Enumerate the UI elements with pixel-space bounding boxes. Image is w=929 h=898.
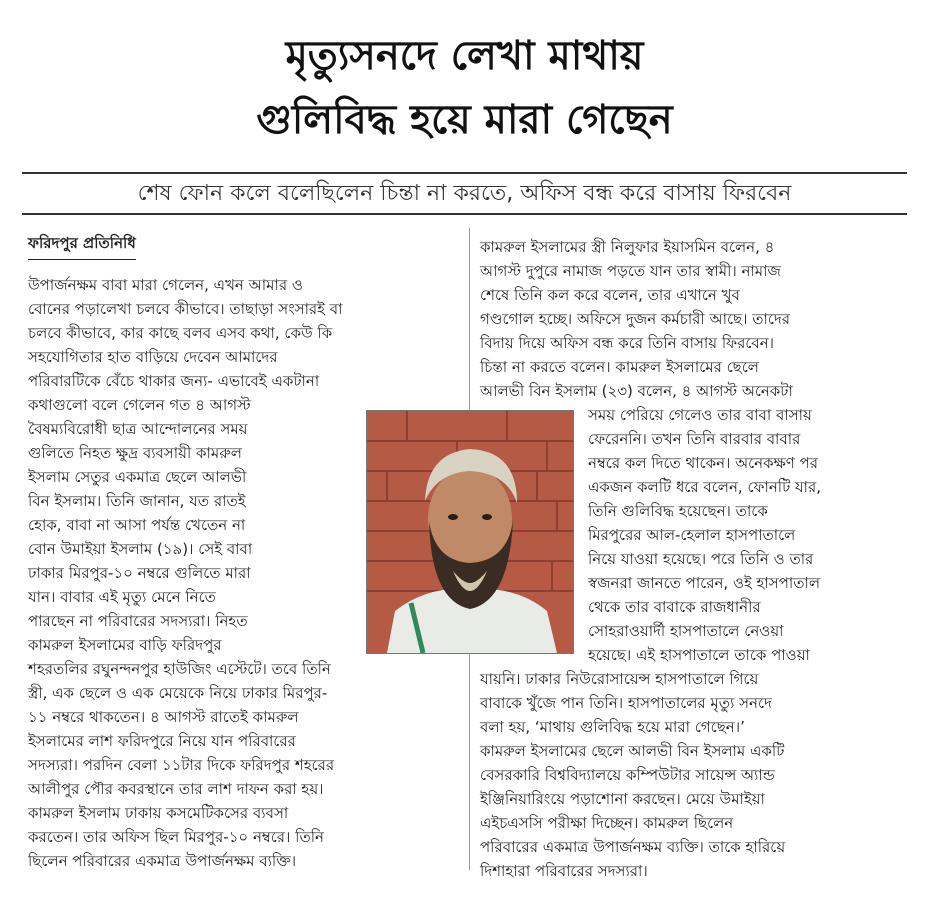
left-line: উপার্জনক্ষম বাবা মারা গেলেন, এখন আমার ও xyxy=(28,276,303,294)
headline-line-1: মৃত্যুসনদে লেখা মাথায় xyxy=(285,33,644,79)
right-line: বলা হয়, ‘মাথায় গুলিবিদ্ধ হয়ে মারা গেছেন।’ xyxy=(480,718,745,736)
right-line: বাবাকে খুঁজে পান তিনি। হাসপাতালের মৃত্যু সনদে xyxy=(480,694,772,712)
left-line: ১১ নম্বরে থাকতেন। ৪ আগস্ট রাতেই কামরুল xyxy=(28,708,299,726)
right-line: পরিবারের একমাত্র উপার্জনক্ষম ব্যক্তি। তাকে হারিয়ে xyxy=(480,838,786,856)
left-line: আলীপুর পৌর কবরস্থানে তার লাশ দাফন করা হয়। xyxy=(28,780,324,798)
right-line: ইঞ্জিনিয়ারিংয়ে পড়াশোনা করছেন। মেয়ে উমাইয়া xyxy=(480,790,765,808)
left-line: কথাগুলো বলে গেলেন গত ৪ আগস্ট xyxy=(28,396,251,414)
right-line: তিনি গুলিবিদ্ধ হয়েছেন। তাকে xyxy=(588,502,768,520)
left-line: হোক, বাবা না আসা পর্যন্ত খেতেন না xyxy=(28,516,246,534)
left-line: চলবে কীভাবে, কার কাছে বলব এসব কথা, কেউ কি xyxy=(28,324,333,342)
left-line: বোন উমাইয়া ইসলাম (১৯)। সেই বাবা xyxy=(28,540,253,558)
right-line: হয়েছে। এই হাসপাতালে তাকে পাওয়া xyxy=(588,646,810,664)
left-line: ইসলামের লাশ ফরিদপুরে নিয়ে যান পরিবারের xyxy=(28,732,296,750)
left-line: ঢাকার মিরপুর-১০ নম্বরে গুলিতে মারা xyxy=(28,564,251,582)
right-line: নম্বরে কল দিতে থাকেন। অনেকক্ষণ পর xyxy=(588,454,819,472)
left-line: বিন ইসলাম। তিনি জানান, যত রাতই xyxy=(28,492,246,510)
right-line: বেসরকারি বিশ্ববিদ্যালয়ে কম্পিউটার সায়েন্স অ্যান্ড xyxy=(480,766,775,784)
subheadline: শেষ ফোন কলে বলেছিলেন চিন্তা না করতে, অফিস বন্ধ করে বাসায় ফিরবেন xyxy=(137,180,792,206)
portrait-illustration xyxy=(367,411,573,653)
left-line: কামরুল ইসলামের বাড়ি ফরিদপুর xyxy=(28,636,222,654)
headline-line-2: গুলিবিদ্ধ হয়ে মারা গেছেন xyxy=(256,97,673,143)
left-line: করতেন। তার অফিস ছিল মিরপুর-১০ নম্বরে। তিনি xyxy=(28,828,324,846)
left-line: ইসলাম সেতুর একমাত্র ছেলে আলভী xyxy=(28,468,247,486)
right-line: মিরপুরের আল-হেলাল হাসপাতালে xyxy=(588,526,796,544)
left-line: পরিবারটিকে বেঁচে থাকার জন্য- এভাবেই একটানা xyxy=(28,372,320,390)
left-line: কামরুল ইসলাম ঢাকায় কসমেটিকসের ব্যবসা xyxy=(28,804,289,822)
left-line: স্ত্রী, এক ছেলে ও এক মেয়েকে নিয়ে ঢাকার মিরপুর- xyxy=(28,684,328,702)
right-line: আলভী বিন ইসলাম (২৩) বলেন, ৪ আগস্ট অনেকটা xyxy=(480,382,793,400)
right-line: শেষে তিনি কল করে বলেন, তার এখানে খুব xyxy=(480,286,740,304)
byline: ফরিদপুর প্রতিনিধি xyxy=(28,232,136,260)
right-line: বিদায় দিয়ে অফিস বন্ধ করে তিনি বাসায় ফিরবেন। xyxy=(480,334,775,352)
right-line: থেকে তার বাবাকে রাজধানীর xyxy=(588,598,761,616)
left-line: বোনের পড়ালেখা চলবে কীভাবে। তাছাড়া সংসারই বা xyxy=(28,300,343,318)
right-line: কামরুল ইসলামের স্ত্রী নিলুফার ইয়াসমিন বলেন, ৪ xyxy=(480,238,775,256)
right-line: কামরুল ইসলামের ছেলে আলভী বিন ইসলাম একটি xyxy=(480,742,785,760)
right-line: দিশাহারা পরিবারের সদস্যরা। xyxy=(480,862,648,880)
right-line: স্বজনরা জানতে পারেন, ওই হাসপাতাল xyxy=(588,574,821,592)
right-line: সোহরাওয়ার্দী হাসপাতালে নেওয়া xyxy=(588,622,784,640)
left-line: বৈষম্যবিরোধী ছাত্র আন্দোলনের সময় xyxy=(28,420,248,438)
right-line: ফেরেননি। তখন তিনি বারবার বাবার xyxy=(588,430,801,448)
right-line: গণ্ডগোল হচ্ছে। অফিসে দুজন কর্মচারী আছে। তাদের xyxy=(480,310,790,328)
left-line: গুলিতে নিহত ক্ষুদ্র ব্যবসায়ী কামরুল xyxy=(28,444,242,462)
right-line: যায়নি। ঢাকার নিউরোসায়েন্স হাসপাতালে গিয়ে xyxy=(480,670,759,688)
right-line: আগস্ট দুপুরে নামাজ পড়তে যান তার স্বামী। নামাজ xyxy=(480,262,781,280)
portrait-photo xyxy=(366,410,574,654)
left-line: সদস্যরা। পরদিন বেলা ১১টার দিকে ফরিদপুর শহরের xyxy=(28,756,335,774)
left-line: পারছেন না পরিবারের সদস্যরা। নিহত xyxy=(28,612,248,630)
right-line: সময় পেরিয়ে গেলেও তার বাবা বাসায় xyxy=(588,406,812,424)
subheadline-rule-bottom xyxy=(22,213,907,215)
right-line: নিয়ে যাওয়া হয়েছে। পরে তিনি ও তার xyxy=(588,550,814,568)
left-line: ছিলেন পরিবারের একমাত্র উপার্জনক্ষম ব্যক্তি। xyxy=(28,852,297,870)
right-line: একজন কলটি ধরে বলেন, ফোনটি যার, xyxy=(588,478,822,496)
left-line: শহরতলির রঘুনন্দনপুর হাউজিং এস্টেটে। তবে তিনি xyxy=(28,660,331,678)
left-line: যান। বাবার এই মৃত্যু মেনে নিতে xyxy=(28,588,216,606)
left-line: সহযোগিতার হাত বাড়িয়ে দেবেন আমাদের xyxy=(28,348,278,366)
right-line: চিন্তা না করতে বলেন। কামরুল ইসলামের ছেলে xyxy=(480,358,759,376)
subheadline-rule-top xyxy=(22,172,907,174)
right-line: এইচএসসি পরীক্ষা দিচ্ছেন। কামরুল ছিলেন xyxy=(480,814,734,832)
